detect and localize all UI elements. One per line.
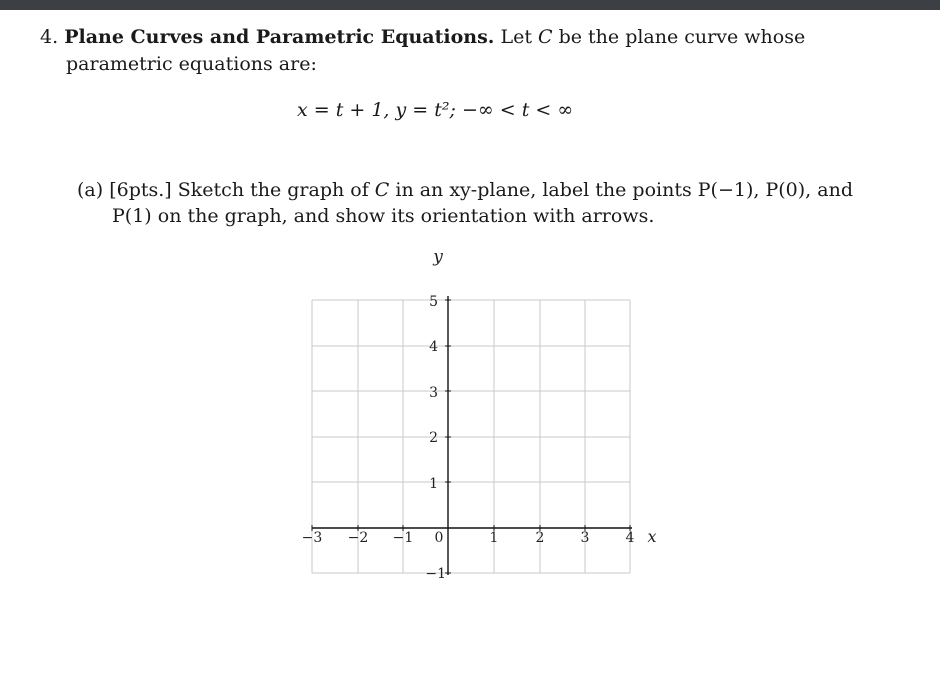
y-tick-label: 5	[429, 294, 438, 310]
y-tick-label: 1	[429, 476, 438, 492]
y-tick-label: 4	[429, 339, 438, 355]
part-a-text3: on the graph, and show its orientation with arrows.	[157, 205, 655, 227]
part-a-text1: Sketch the graph of	[177, 179, 369, 201]
x-tick-label: 1	[489, 530, 499, 546]
curve-var: C	[538, 26, 553, 48]
x-axis-label: x	[647, 527, 657, 546]
part-a-text2: in an xy-plane, label the points	[395, 179, 692, 201]
problem-title: Plane Curves and Parametric Equations.	[64, 26, 495, 48]
x-tick-label: 4	[625, 530, 635, 546]
y-axis-label: y	[433, 247, 443, 267]
part-a-curve-var: C	[374, 179, 390, 201]
x-tick-label: −1	[392, 530, 414, 546]
problem-line2: parametric equations are:	[66, 53, 317, 75]
problem-number: 4.	[40, 26, 59, 48]
x-tick-label: −3	[301, 530, 323, 546]
part-a-label: (a)	[77, 179, 104, 201]
part-a-points-list: P(−1), P(0),	[697, 179, 812, 201]
x-tick-label: 3	[580, 530, 590, 546]
part-a-p-one: P(1)	[112, 205, 152, 227]
y-tick-label: −1	[425, 566, 446, 582]
intro-rest: be the plane curve whose	[558, 26, 806, 48]
part-a-points: [6pts.]	[109, 179, 172, 201]
x-tick-label: 2	[535, 530, 545, 546]
y-tick-label: 2	[429, 430, 438, 446]
intro-let: Let	[500, 26, 532, 48]
x-tick-label: −2	[347, 530, 369, 546]
parametric-equation: x = t + 1, y = t²; −∞ < t < ∞	[297, 99, 574, 121]
y-tick-label: 3	[429, 385, 438, 401]
part-a-and: and	[817, 179, 853, 201]
x-tick-label: 0	[434, 530, 444, 546]
